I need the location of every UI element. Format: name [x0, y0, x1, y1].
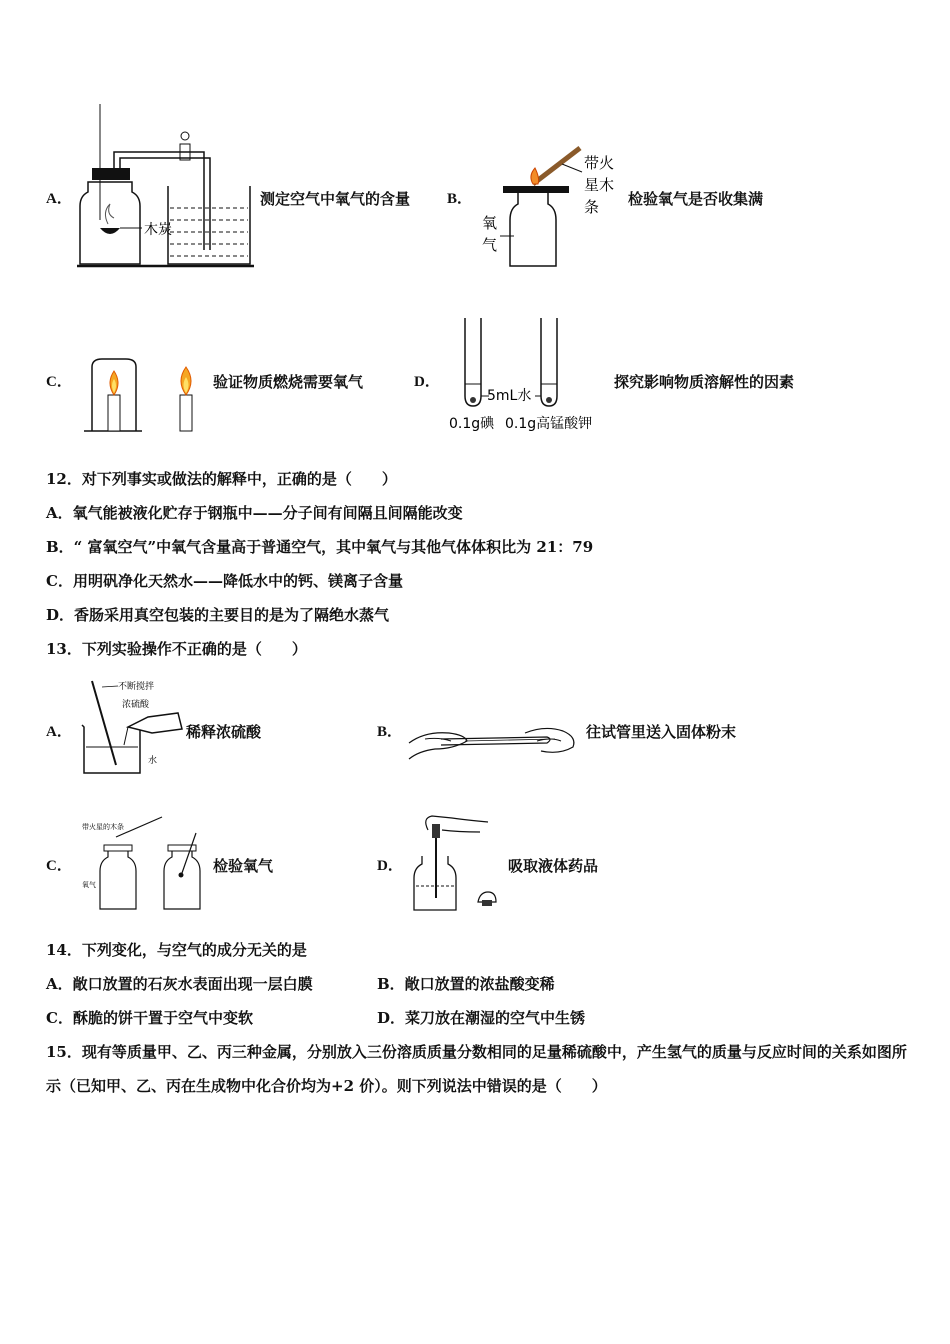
q14-option-b: B．敞口放置的浓盐酸变稀	[377, 975, 555, 993]
q11-a-figure	[72, 100, 262, 275]
q13-b-caption: 往试管里送入固体粉末	[586, 723, 737, 741]
q11-d-label-water: 5mL水	[487, 388, 532, 404]
q12-option-d: D．香肠采用真空包装的主要目的是为了隔绝水蒸气	[46, 606, 390, 624]
q11-b-letter: B．	[447, 191, 473, 207]
q11-a-letter: A．	[46, 191, 72, 207]
q13-b-letter: B．	[377, 724, 403, 740]
q11-d-figure	[445, 312, 610, 438]
q13-c-label-oxygen: 氧气	[82, 881, 96, 889]
q14-option-d: D．菜刀放在潮湿的空气中生锈	[377, 1009, 586, 1027]
q11-c-caption: 验证物质燃烧需要氧气	[213, 373, 364, 391]
q11-d-label-kmno4: 0.1g高锰酸钾	[505, 416, 593, 432]
q13-c-caption: 检验氧气	[213, 857, 274, 875]
q13-c-figure	[80, 815, 210, 915]
q12-option-b: B．“ 富氧空气”中氧气含量高于普通空气，其中氧气与其他气体体积比为 21：79	[46, 538, 594, 556]
q13-stem: 13．下列实验操作不正确的是（ ）	[46, 640, 307, 658]
q11-b-figure	[478, 140, 628, 275]
q13-a-figure	[78, 675, 188, 780]
q11-d-letter: D．	[414, 374, 440, 390]
q11-d-label-iodine: 0.1g碘	[449, 416, 495, 432]
q13-b-figure	[405, 715, 580, 765]
q13-c-letter: C．	[46, 858, 72, 874]
q11-a-caption: 测定空气中氧气的含量	[260, 190, 411, 208]
q14-option-a: A．敞口放置的石灰水表面出现一层白膜	[46, 975, 313, 993]
q13-a-label-water: 水	[148, 756, 158, 766]
q11-c-letter: C．	[46, 374, 72, 390]
q11-b-label-splint-2: 星木	[584, 176, 615, 194]
q11-d-caption: 探究影响物质溶解性的因素	[614, 373, 795, 391]
q13-c-label-splint: 带火星的木条	[82, 823, 124, 831]
q11-b-label-oxygen-1: 氧	[482, 214, 498, 232]
q12-option-a: A．氧气能被液化贮存于钢瓶中——分子间有间隔且间隔能改变	[46, 504, 463, 522]
q13-a-letter: A．	[46, 724, 72, 740]
q11-b-label-oxygen-2: 气	[482, 236, 498, 254]
q11-b-label-splint-1: 带火	[584, 154, 615, 172]
q11-b-label-splint-3: 条	[584, 198, 600, 216]
q11-b-caption: 检验氧气是否收集满	[628, 190, 764, 208]
q13-a-label-acid: 浓硫酸	[122, 700, 150, 710]
q14-option-c: C．酥脆的饼干置于空气中变软	[46, 1009, 253, 1027]
q13-d-figure	[408, 810, 508, 915]
q13-d-letter: D．	[377, 858, 403, 874]
q11-a-label-charcoal: 木炭	[144, 222, 172, 238]
q11-c-figure	[82, 355, 207, 435]
q13-a-caption: 稀释浓硫酸	[186, 723, 262, 741]
q12-stem: 12．对下列事实或做法的解释中，正确的是（ ）	[46, 470, 397, 488]
q13-d-caption: 吸取液体药品	[508, 857, 599, 875]
q13-a-label-stir: 不断搅拌	[118, 682, 155, 692]
q12-option-c: C．用明矾净化天然水——降低水中的钙、镁离子含量	[46, 572, 403, 590]
q14-stem: 14．下列变化，与空气的成分无关的是	[46, 941, 307, 959]
q15-stem: 15．现有等质量甲、乙、丙三种金属，分别放入三份溶质质量分数相同的足量稀硫酸中，产生氢气的质量与反应时间的关系如图所示（已知甲、乙、丙在生成物中化合价均为+2 价）。则下列说法中错误的是（ ）	[46, 1043, 907, 1095]
